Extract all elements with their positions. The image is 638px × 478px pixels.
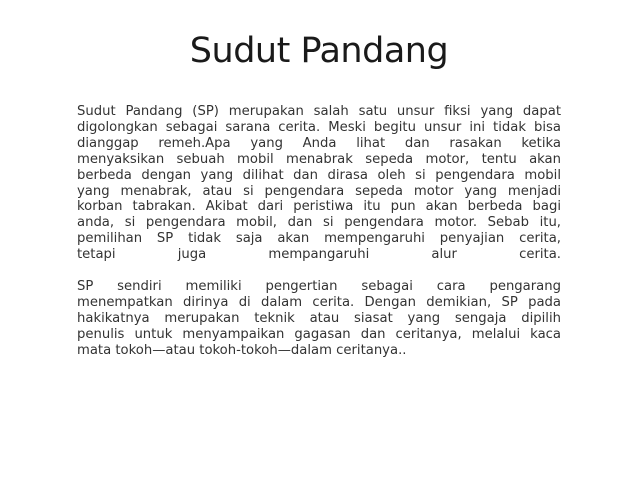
paragraph-1-line: anda, si pengendara mobil, dan si pengendara motor. Sebab itu, — [77, 215, 561, 231]
paragraph-1-line: menyaksikan sebuah mobil menabrak sepeda motor, tentu akan — [77, 151, 561, 167]
paragraph-1-line: digolongkan sebagai sarana cerita. Meski begitu unsur ini tidak bisa — [77, 119, 561, 135]
paragraph-gap — [77, 263, 561, 279]
paragraph-2-line: menempatkan dirinya di dalam cerita. Dengan demikian, SP pada — [77, 294, 561, 310]
paragraph-1-line: pemilihan SP tidak saja akan mempengaruhi penyajian cerita, — [77, 231, 561, 247]
paragraph-1-line: tetapi juga mempangaruhi alur cerita. — [77, 247, 561, 263]
paragraph-2-line: mata tokoh—atau tokoh-tokoh—dalam ceritanya.. — [77, 342, 407, 358]
paragraph-1-line: Sudut Pandang (SP) merupakan salah satu unsur fiksi yang dapat — [77, 104, 561, 119]
paragraph-2-line: SP sendiri memiliki pengertian sebagai cara pengarang — [77, 278, 561, 294]
slide-title: Sudut Pandang — [189, 31, 449, 71]
paragraph-1-line: berbeda dengan yang dilihat dan dirasa oleh si pengendara mobil — [77, 167, 561, 183]
paragraph-1-line: dianggap remeh.Apa yang Anda lihat dan rasakan ketika — [77, 135, 561, 151]
paragraph-1-line: korban tabrakan. Akibat dari peristiwa itu pun akan berbeda bagi — [77, 199, 561, 215]
slide-body — [77, 104, 561, 358]
paragraph-2-line: penulis untuk menyampaikan gagasan dan ceritanya, melalui kaca — [77, 326, 561, 342]
paragraph-1 — [77, 104, 561, 263]
paragraph-1-line: yang menabrak, atau si pengendara sepeda motor yang menjadi — [77, 183, 561, 199]
paragraph-2 — [77, 279, 561, 359]
paragraph-2-line: hakikatnya merupakan teknik atau siasat yang sengaja dipilih — [77, 310, 561, 326]
